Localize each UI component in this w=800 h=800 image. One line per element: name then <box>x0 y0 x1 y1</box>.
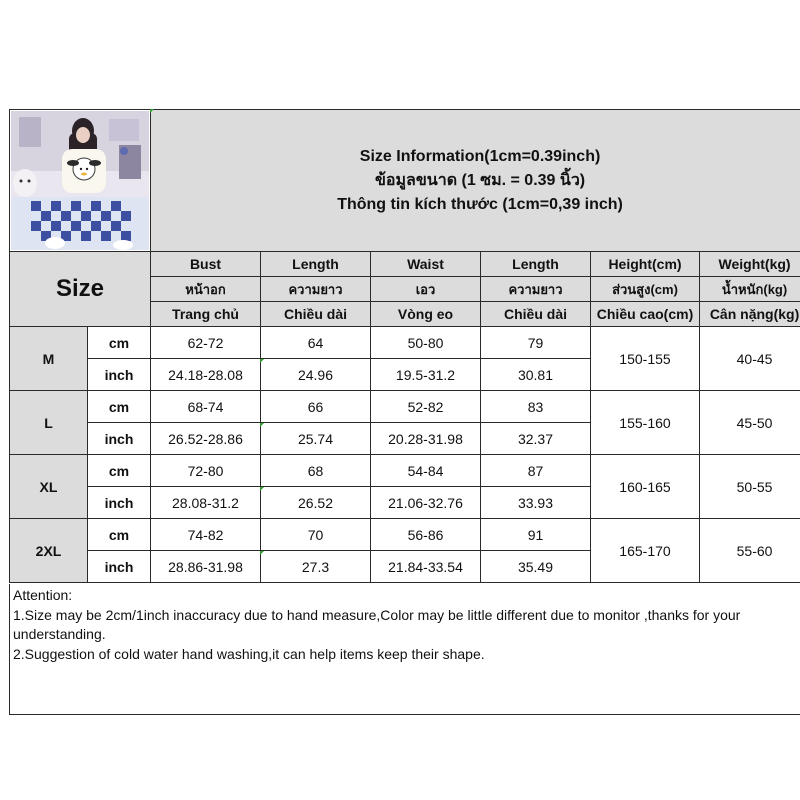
column-header-waist: Waist <box>371 252 481 277</box>
table-cell-height: 160-165 <box>591 455 700 519</box>
table-cell: 79 <box>481 327 591 359</box>
table-cell: 27.3 <box>261 551 371 583</box>
note-measurement: 1.Size may be 2cm/1inch inaccuracy due to hand measure,Color may be little different due to monitor ,thanks for your understanding. <box>13 606 741 642</box>
table-cell: 70 <box>261 519 371 551</box>
table-cell-weight: 50-55 <box>700 455 800 519</box>
unit-inch: inch <box>88 359 151 391</box>
table-cell-weight: 40-45 <box>700 327 800 391</box>
table-cell: 28.86-31.98 <box>151 551 261 583</box>
column-header-length-2-thai: ความยาว <box>481 277 591 302</box>
table-cell: 83 <box>481 391 591 423</box>
unit-cm: cm <box>88 519 151 551</box>
table-cell: 24.18-28.08 <box>151 359 261 391</box>
table-cell-weight: 45-50 <box>700 391 800 455</box>
table-cell: 32.37 <box>481 423 591 455</box>
table-cell: 26.52-28.86 <box>151 423 261 455</box>
table-cell: 19.5-31.2 <box>371 359 481 391</box>
column-header-bust-thai: หน้าอก <box>151 277 261 302</box>
attention-notes <box>9 584 800 715</box>
column-header-length: Length <box>261 252 371 277</box>
table-cell: 68-74 <box>151 391 261 423</box>
table-cell: 64 <box>261 327 371 359</box>
unit-cm: cm <box>88 327 151 359</box>
table-cell: 33.93 <box>481 487 591 519</box>
column-header-bust: Bust <box>151 252 261 277</box>
cell-marker-icon <box>260 359 264 363</box>
unit-inch: inch <box>88 551 151 583</box>
unit-inch: inch <box>88 423 151 455</box>
column-header-length-2-vi: Chiều dài <box>481 302 591 327</box>
table-cell: 52-82 <box>371 391 481 423</box>
column-header-weight-vi: Cân nặng(kg) <box>700 302 800 327</box>
table-cell: 24.96 <box>261 359 371 391</box>
cell-marker-icon <box>260 423 264 427</box>
table-cell-weight: 55-60 <box>700 519 800 583</box>
column-header-waist-vi: Vòng eo <box>371 302 481 327</box>
size-label-m: M <box>10 327 88 391</box>
column-header-weight: Weight(kg) <box>700 252 800 277</box>
column-header-height-vi: Chiều cao(cm) <box>591 302 700 327</box>
attention-heading: Attention: <box>13 587 73 603</box>
table-cell: 21.06-32.76 <box>371 487 481 519</box>
table-cell: 54-84 <box>371 455 481 487</box>
unit-cm: cm <box>88 455 151 487</box>
size-chart <box>9 109 800 715</box>
column-header-bust-vi: Trang chủ <box>151 302 261 327</box>
size-table <box>9 109 800 583</box>
table-cell-height: 155-160 <box>591 391 700 455</box>
table-cell: 62-72 <box>151 327 261 359</box>
column-header-height-thai: ส่วนสูง(cm) <box>591 277 700 302</box>
table-cell: 74-82 <box>151 519 261 551</box>
cell-marker-icon <box>260 487 264 491</box>
table-cell-height: 150-155 <box>591 327 700 391</box>
table-cell: 66 <box>261 391 371 423</box>
title-thai: ข้อมูลขนาด (1 ซม. = 0.39 นิ้ว) <box>374 171 586 189</box>
column-header-weight-thai: น้ำหนัก(kg) <box>700 277 800 302</box>
table-cell: 87 <box>481 455 591 487</box>
cell-marker-icon <box>260 551 264 555</box>
table-cell: 30.81 <box>481 359 591 391</box>
unit-cm: cm <box>88 391 151 423</box>
table-cell: 68 <box>261 455 371 487</box>
column-header-waist-thai: เอว <box>371 277 481 302</box>
table-cell: 20.28-31.98 <box>371 423 481 455</box>
size-label-l: L <box>10 391 88 455</box>
note-washing: 2.Suggestion of cold water hand washing,it can help items keep their shape. <box>13 645 485 662</box>
table-cell: 56-86 <box>371 519 481 551</box>
table-cell: 26.52 <box>261 487 371 519</box>
size-label-xl: XL <box>10 455 88 519</box>
table-cell: 50-80 <box>371 327 481 359</box>
column-header-length-2: Length <box>481 252 591 277</box>
cell-marker-icon <box>150 109 154 113</box>
table-cell: 72-80 <box>151 455 261 487</box>
table-cell: 25.74 <box>261 423 371 455</box>
unit-inch: inch <box>88 487 151 519</box>
table-cell: 28.08-31.2 <box>151 487 261 519</box>
table-cell: 35.49 <box>481 551 591 583</box>
column-header-length-thai: ความยาว <box>261 277 371 302</box>
column-header-height: Height(cm) <box>591 252 700 277</box>
table-cell-height: 165-170 <box>591 519 700 583</box>
table-cell: 91 <box>481 519 591 551</box>
size-label-2xl: 2XL <box>10 519 88 583</box>
column-header-length-vi: Chiều dài <box>261 302 371 327</box>
size-header: Size <box>10 252 151 327</box>
title-vietnamese: Thông tin kích thước (1cm=0,39 inch) <box>337 195 623 213</box>
size-info-title <box>151 110 800 252</box>
product-photo <box>10 110 151 252</box>
title-english: Size Information(1cm=0.39inch) <box>359 147 601 165</box>
table-cell: 21.84-33.54 <box>371 551 481 583</box>
